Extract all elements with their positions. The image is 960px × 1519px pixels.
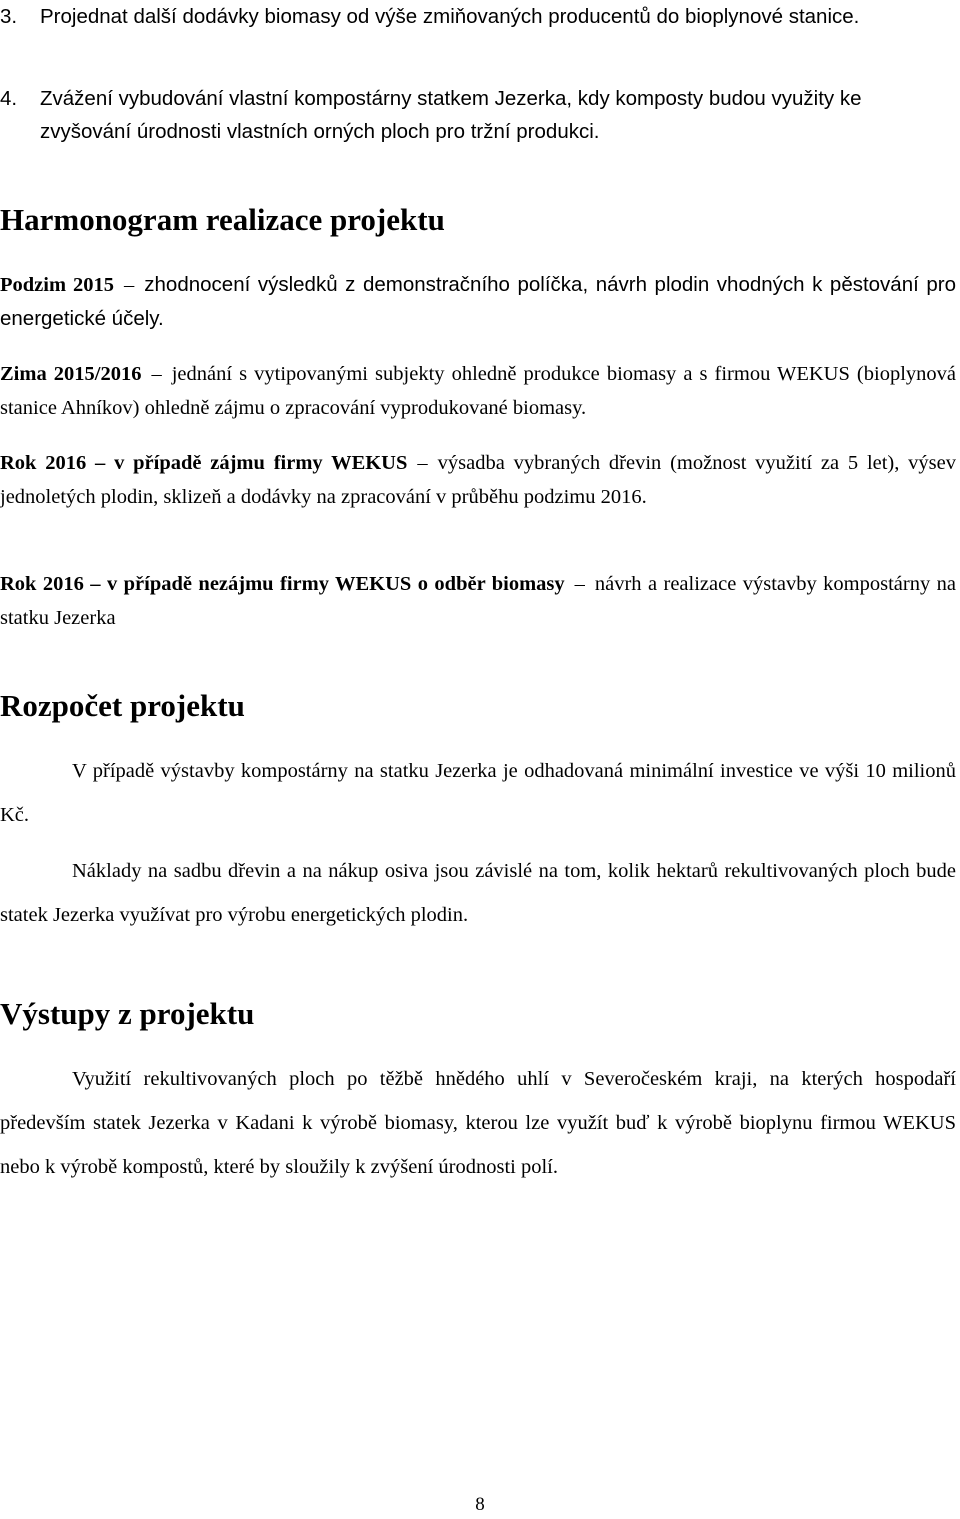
schedule-item: Rok 2016 – v případě zájmu firmy WEKUS – výsadba vybraných dřevin (možnost využití za 5 let), výsev jednoletých plodin, sklizeň a dodávky na zpracování v průběhu podzimu 2016. [0,452,956,508]
schedule-item: Zima 2015/2016 – jednání s vytipovanými subjekty ohledně produkce biomasy a s firmou WEKUS (bioplynová stanice Ahníkov) ohledně zájmu o zpracování vyprodukované biomasy. [0,363,956,419]
schedule-item-term: Zima 2015/2016 [0,363,142,385]
schedule-item-term: Rok 2016 – v případě nezájmu firmy WEKUS o odběr biomasy [0,573,565,595]
schedule-item: Podzim 2015 – zhodnocení výsledků z demonstračního políčka, návrh plodin vhodných k pěstování pro energetické účely. [0,273,956,330]
section-heading-rozpocet: Rozpočet projektu [0,688,245,723]
list-item-text: Projednat další dodávky biomasy od výše zmiňovaných producentů do bioplynové stanice. [40,5,860,28]
schedule-item-term: Rok 2016 – v případě zájmu firmy WEKUS [0,452,408,474]
page-number: 8 [475,1494,485,1515]
budget-paragraph: V případě výstavby kompostárny na statku Jezerka je odhadovaná minimální investice ve výši 10 milionů Kč. [0,760,956,826]
list-item-number: 3. [0,5,18,28]
outputs-paragraph: Využití rekultivovaných ploch po těžbě hnědého uhlí v Severočeském kraji, na kterých hospodaří především statek Jezerka v Kadani k výrobě biomasy, kterou lze využít buď k výrobě bioplynu firmou WEKUS nebo k výrobě kompostů, které by sloužily k zvýšení úrodnosti polí. [0,1068,956,1178]
section-heading-harmonogram: Harmonogram realizace projektu [0,202,445,237]
schedule-item-term: Podzim 2015 [0,274,115,296]
budget-paragraph: Náklady na sadbu dřevin a na nákup osiva jsou závislé na tom, kolik hektarů rekultivovaných ploch bude statek Jezerka využívat pro výrobu energetických plodin. [0,860,956,926]
schedule-item-text: zhodnocení výsledků z demonstračního políčka, návrh plodin vhodných k pěstování pro energetické účely. [0,273,956,330]
list-item-text: Zvážení vybudování vlastní kompostárny statkem Jezerka, kdy komposty budou využity ke zvyšování úrodnosti vlastních orných ploch pro tržní produkci. [40,87,862,143]
section-heading-vystupy: Výstupy z projektu [0,996,255,1031]
schedule-item-text: jednání s vytipovanými subjekty ohledně produkce biomasy a s firmou WEKUS (bioplynová stanice Ahníkov) ohledně zájmu o zpracování vyprodukované biomasy. [0,363,956,419]
schedule-item-text: návrh a realizace výstavby kompostárny na statku Jezerka [0,573,956,629]
schedule-item-text: výsadba vybraných dřevin (možnost využití za 5 let), výsev jednoletých plodin, sklizeň a dodávky na zpracování v průběhu podzimu 2016. [0,452,956,508]
schedule-item: Rok 2016 – v případě nezájmu firmy WEKUS o odběr biomasy – návrh a realizace výstavby kompostárny na statku Jezerka [0,573,956,629]
list-item-number: 4. [0,87,18,110]
